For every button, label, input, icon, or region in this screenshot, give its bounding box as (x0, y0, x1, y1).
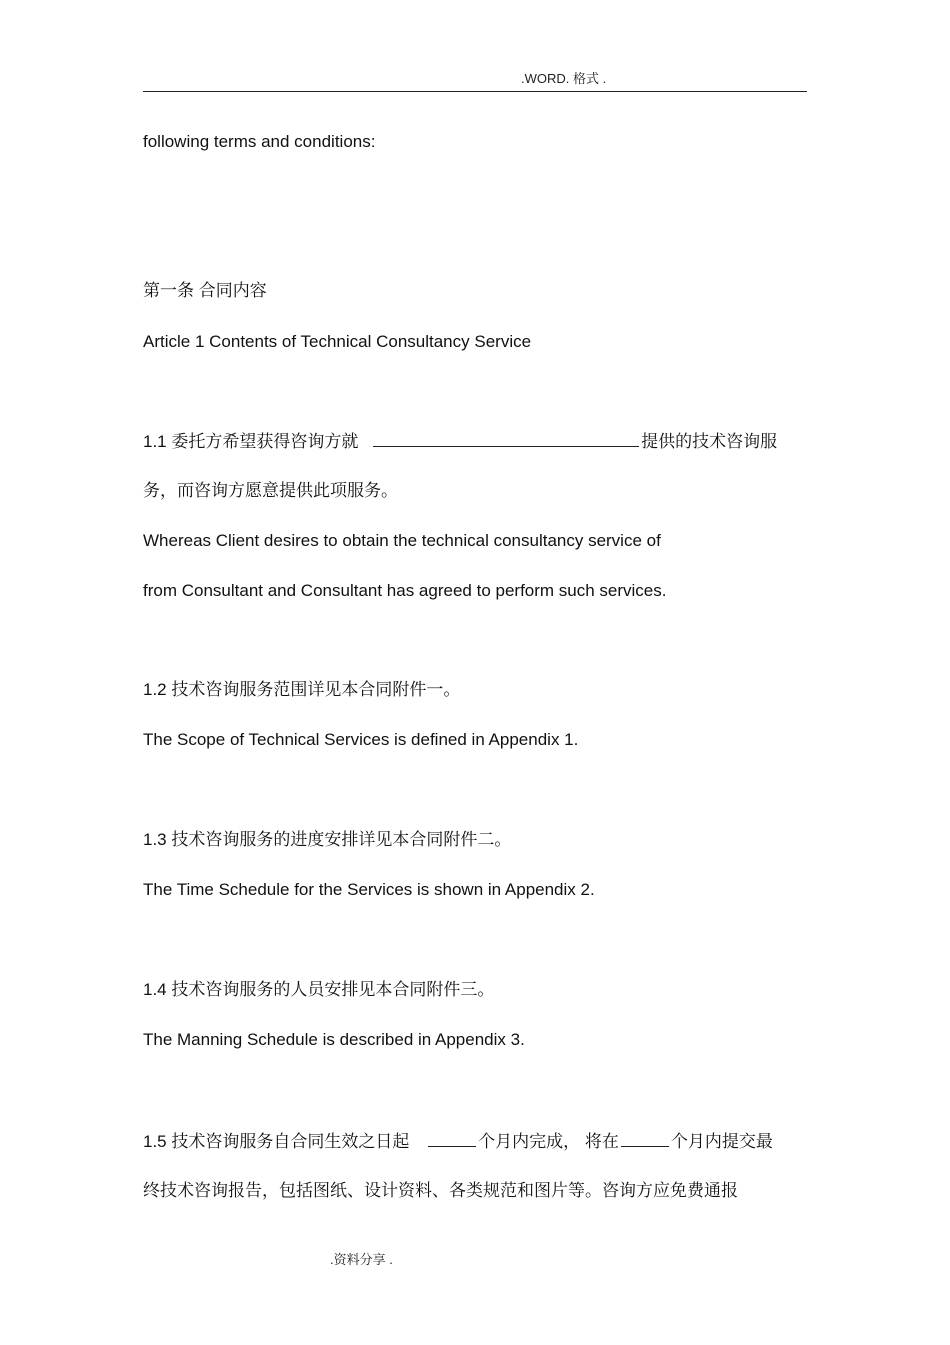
fill-in-blank (428, 1129, 476, 1147)
article-heading-cn: 第一条 合同内容 (143, 281, 267, 300)
page-footer: .资料分享 . (330, 1252, 393, 1267)
clause-1-5-cn-line1 (143, 1129, 773, 1153)
clause-1-5-cn-part2: 个月内完成， 将在 (478, 1132, 619, 1151)
clause-1-3-en: The Time Schedule for the Services is shown in Appendix 2. (143, 880, 595, 899)
fill-in-blank (373, 429, 639, 447)
clause-1-5-cn-part1: 1.5 技术咨询服务自合同生效之日起 (143, 1132, 410, 1151)
clause-1-1-cn-part1: 1.1 委托方希望获得咨询方就 (143, 432, 359, 451)
clause-1-1-en-line1: Whereas Client desires to obtain the technical consultancy service of (143, 531, 661, 550)
clause-1-4-en: The Manning Schedule is described in Appendix 3. (143, 1030, 525, 1049)
header-text: .WORD. 格式 . (521, 71, 607, 86)
clause-1-1-en-line2: from Consultant and Consultant has agreed to perform such services. (143, 581, 667, 600)
clause-1-3-cn: 1.3 技术咨询服务的进度安排详见本合同附件二。 (143, 830, 512, 849)
clause-1-1-cn-line1 (143, 429, 777, 453)
clause-1-2-en: The Scope of Technical Services is defined in Appendix 1. (143, 730, 579, 749)
fill-in-blank (621, 1129, 669, 1147)
clause-1-4-cn: 1.4 技术咨询服务的人员安排见本合同附件三。 (143, 980, 495, 999)
clause-1-5-cn-part3: 个月内提交最 (670, 1132, 773, 1151)
header-divider (143, 91, 807, 92)
article-heading-en: Article 1 Contents of Technical Consultancy Service (143, 332, 532, 351)
intro-line: following terms and conditions: (143, 132, 376, 151)
clause-1-5-cn-line2: 终技术咨询报告，包括图纸、设计资料、各类规范和图片等。咨询方应免费通报 (143, 1181, 738, 1200)
clause-1-1-cn-line2: 务，而咨询方愿意提供此项服务。 (143, 481, 398, 500)
clause-1-2-cn: 1.2 技术咨询服务范围详见本合同附件一。 (143, 680, 461, 699)
clause-1-1-cn-part2: 提供的技术咨询服 (641, 432, 778, 451)
